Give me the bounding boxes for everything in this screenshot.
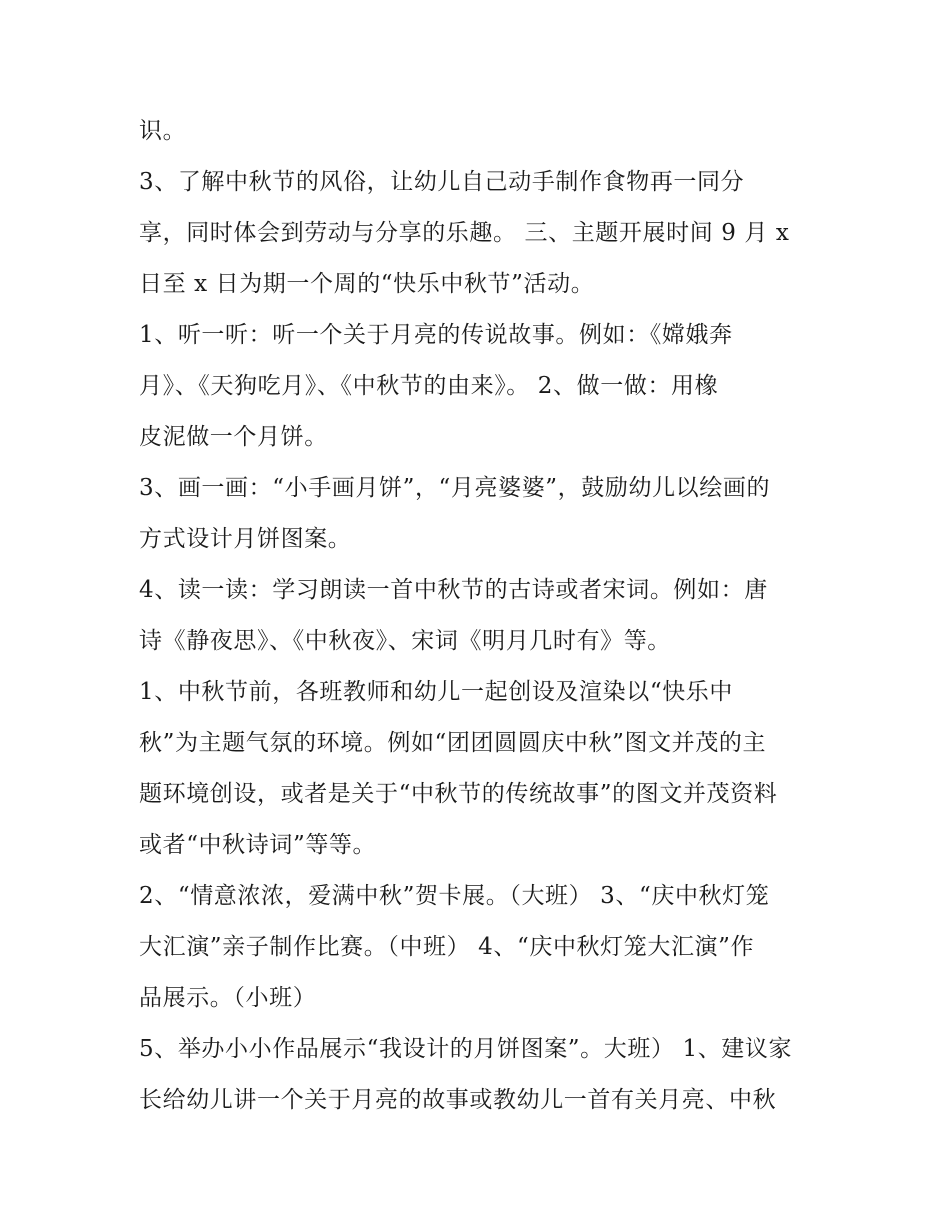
text-line: 3、了解中秋节的风俗，让幼儿自己动手制作食物再一同分 [139, 169, 745, 195]
text-line: 月》、《天狗吃月》、《中秋节的由来》。 2、做一做：用橡 [139, 373, 719, 399]
text-line: 1、中秋节前，各班教师和幼儿一起创设及渲染以“快乐中 [139, 679, 733, 705]
document-body [139, 106, 829, 1126]
text-line: 识。 [139, 118, 187, 144]
text-line: 皮泥做一个月饼。 [139, 424, 328, 450]
text-line: 日至 x 日为期一个周的“快乐中秋节”活动。 [139, 271, 595, 297]
text-line: 秋”为主题气氛的环境。例如“团团圆圆庆中秋”图文并茂的主 [139, 730, 767, 756]
text-line: 品展示。（小班） [139, 985, 317, 1011]
text-line: 大汇演”亲子制作比赛。（中班） 4、“庆中秋灯笼大汇演”作 [139, 934, 755, 960]
text-line: 长给幼儿讲一个关于月亮的故事或教幼儿一首有关月亮、中秋 [139, 1087, 777, 1113]
text-line: 5、举办小小作品展示“我设计的月饼图案”。大班） 1、建议家 [139, 1036, 793, 1062]
text-line: 1、听一听：听一个关于月亮的传说故事。例如：《嫦娥奔 [139, 322, 733, 348]
text-line: 题环境创设，或者是关于“中秋节的传统故事”的图文并茂资料 [139, 781, 778, 807]
text-line: 3、画一画：“小手画月饼”，“月亮婆婆”，鼓励幼儿以绘画的 [139, 475, 771, 501]
text-line: 诗《静夜思》、《中秋夜》、宋词《明月几时有》等。 [139, 628, 671, 654]
text-line: 方式设计月饼图案。 [139, 526, 352, 552]
text-line: 2、“情意浓浓，爱满中秋”贺卡展。（大班） 3、“庆中秋灯笼 [139, 883, 770, 909]
text-line: 或者“中秋诗词”等等。 [139, 832, 377, 858]
text-line: 享，同时体会到劳动与分享的乐趣。 三、主题开展时间 9 月 x [139, 220, 790, 246]
text-line: 4、读一读：学习朗读一首中秋节的古诗或者宋词。例如：唐 [139, 577, 768, 603]
